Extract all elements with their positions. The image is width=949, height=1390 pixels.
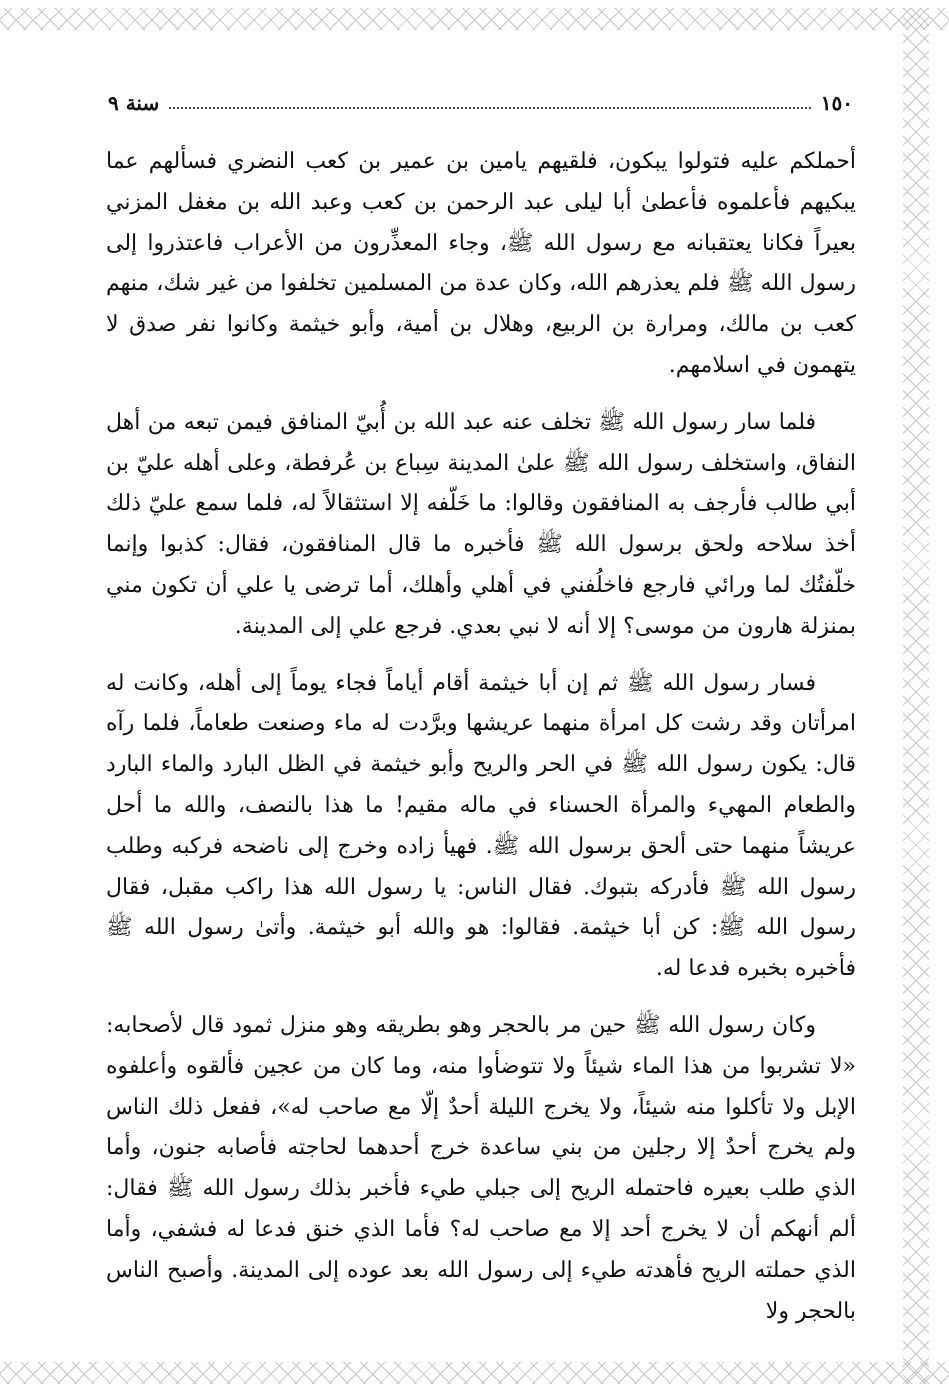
page-body <box>106 142 856 1332</box>
paragraph-4: وكان رسول الله ﷺ حين مر بالحجر وهو بطريقه وهو منزل ثمود قال لأصحابه: «لا تشربوا من هذا الماء شيئاً ولا تتوضأوا منه، وما كان من عجين فألقوه وأعلفوه الإبل ولا تأكلوا منه شيئاً، ولا يخرج الليلة أحدٌ إلّا مع صاحب له»، ففعل ذلك الناس ولم يخرج أحدٌ إلا رجلين من بني ساعدة خرج أحدهما لحاجته فأصابه جنون، وأما الذي طلب بعيره فاحتمله الريح إلى جبلي طيء فأخبر بذلك رسول الله ﷺ فقال: ألم أنهكم أن لا يخرج أحد إلا مع صاحب له؟ فأما الذي خنق فدعا له فشفي، وأما الذي حملته الريح فأهدته طيء إلى رسول الله بعد عوده إلى المدينة. وأصبح الناس بالحجر ولا <box>106 1012 856 1324</box>
decorative-border-right <box>903 8 929 1384</box>
year-label: سنة ٩ <box>108 91 160 115</box>
paragraph-3: فسار رسول الله ﷺ ثم إن أبا خيثمة أقام أياماً فجاء يوماً إلى أهله، وكانت له امرأتان وقد رشت كل امرأة منهما عريشها وبرَّدت له ماء وصنعت طعاماً، فلما رآه قال: يكون رسول الله ﷺ في الحر والريح وأبو خيثمة في الظل البارد والماء البارد والطعام المهيء والمرأة الحسناء في ماله مقيم! ما هذا بالنصف، والله ما أحل عريشاً منهما حتى ألحق برسول الله ﷺ. فهيأ زاده وخرج إلى ناضحه فركبه وطلب رسول الله ﷺ فأدركه بتبوك. فقال الناس: يا رسول الله هذا راكب مقبل، فقال رسول الله ﷺ: كن أبا خيثمة. فقالوا: هو والله أبو خيثمة. وأتىٰ رسول الله ﷺ فأخبره بخبره فدعا له. <box>106 670 856 982</box>
paragraph-1: أحملكم عليه فتولوا يبكون، فلقيهم يامين بن عمير بن كعب النضري فسألهم عما يبكيهم فأعلموه فأعطىٰ أبا ليلى عبد الرحمن بن كعب وعبد الله بن مغفل المزني بعيراً فكانا يعتقبانه مع رسول الله ﷺ، وجاء المعذِّرون من الأعراب فاعتذروا إلى رسول الله ﷺ فلم يعذرهم الله، وكان عدة من المسلمين تخلفوا من غير شك، منهم كعب بن مالك، ومرارة بن الربيع، وهلال بن أمية، وأبو خيثمة وكانوا نفر صدق لا يتهمون في اسلامهم. <box>106 149 856 378</box>
header-leader-dots <box>169 97 811 109</box>
decorative-border-top <box>0 8 949 30</box>
page-header <box>108 88 853 118</box>
page-number: ١٥٠ <box>820 91 853 115</box>
paragraph-2: فلما سار رسول الله ﷺ تخلف عنه عبد الله بن أُبيّ المنافق فيمن تبعه من أهل النفاق، واستخلف رسول الله ﷺ علىٰ المدينة سِباع بن عُرفطة، وعلى أهله عليّ بن أبي طالب فأرجف به المنافقون وقالوا: ما خَلّفه إلا استثقالاً له، فلما سمع عليّ ذلك أخذ سلاحه ولحق برسول الله ﷺ فأخبره ما قال المنافقون، فقال: كذبوا وإنما خلّفتُك لما ورائي فارجع فاخلُفني في أهلي وأهلك، أما ترضى يا علي أن تكون مني بمنزلة هارون من موسى؟ إلا أنه لا نبي بعدي. فرجع علي إلى المدينة. <box>106 409 857 639</box>
decorative-border-bottom <box>0 1362 949 1384</box>
